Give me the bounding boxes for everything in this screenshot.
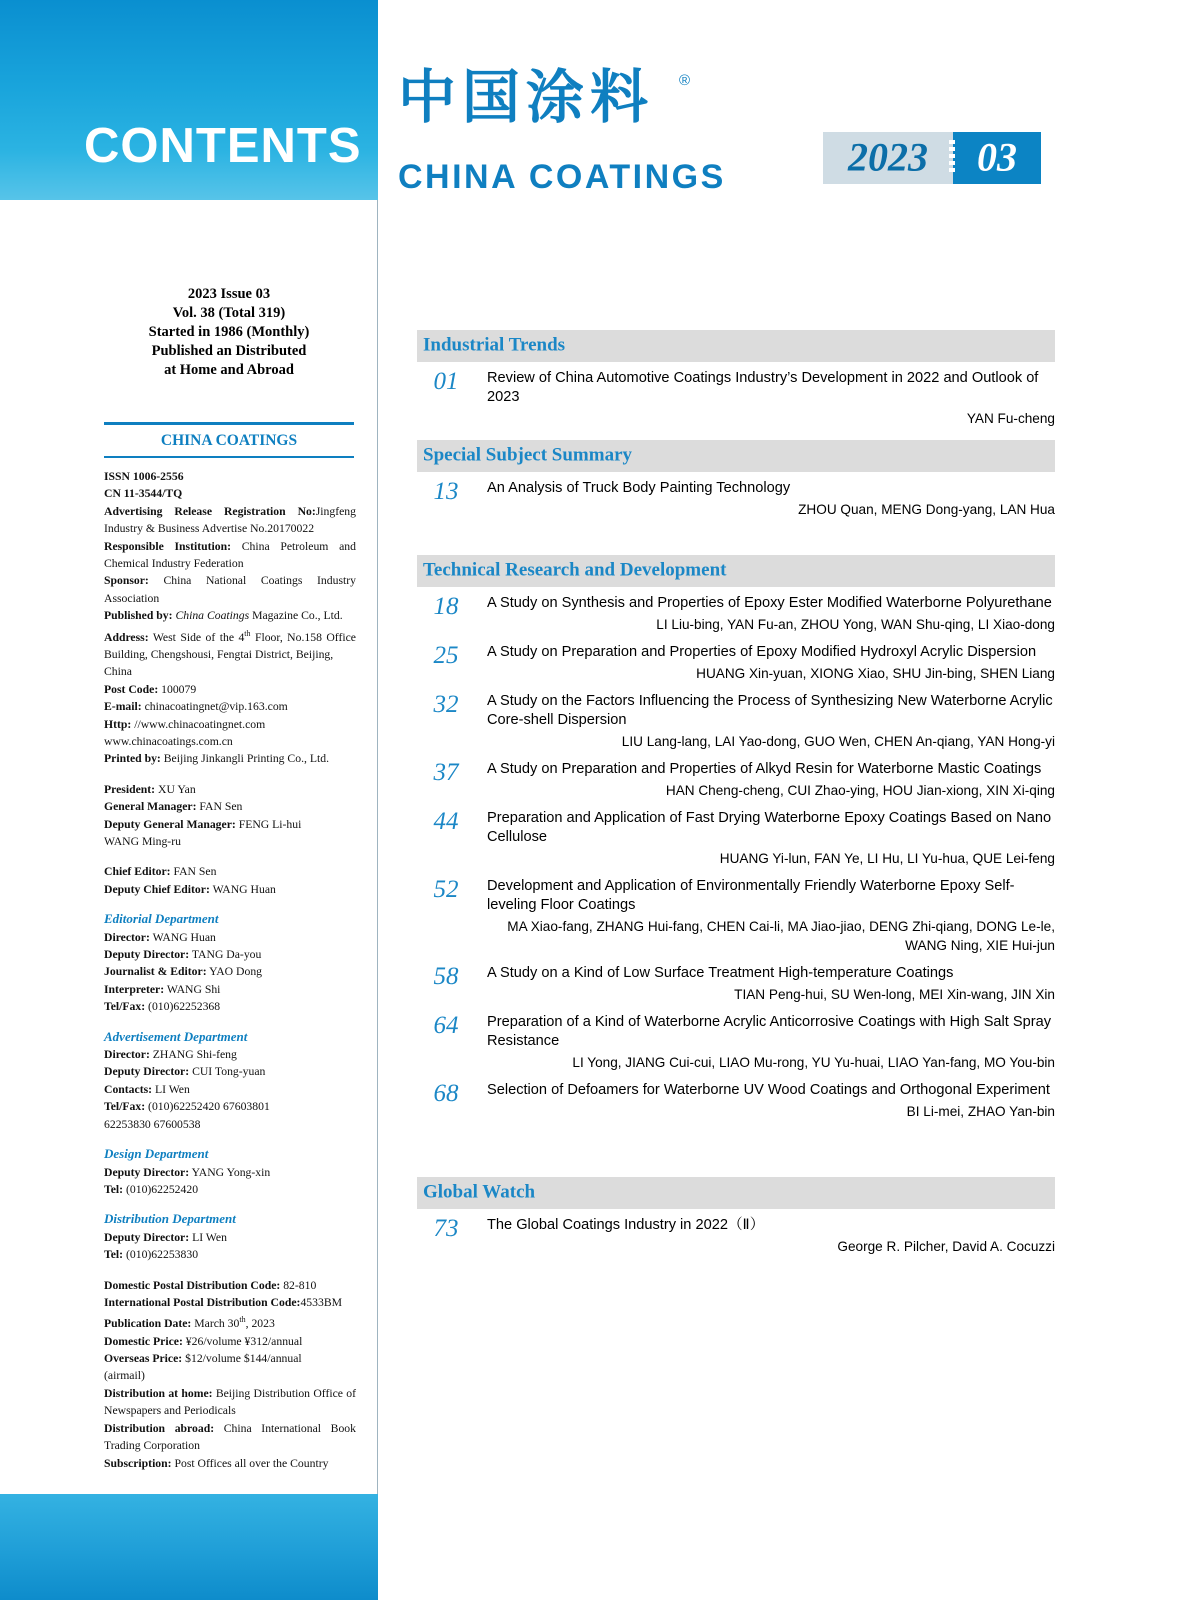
- editorial-line-5: Tel/Fax: (010)62252368: [104, 1000, 221, 1014]
- page-number: 73: [433, 1215, 459, 1242]
- editorial-line-4: Interpreter: WANG Shi: [104, 982, 221, 996]
- advert-line-2: Deputy Director: CUI Tong-yuan: [104, 1065, 266, 1079]
- page-title: CONTENTS: [84, 119, 362, 173]
- article-title: A Study on Preparation and Properties of Alkyd Resin for Waterborne Mastic Coatings: [487, 761, 1042, 777]
- article-title: A Study on the Factors Influencing the Process of Synthesizing New Waterborne Acrylic Core-shell Dispersion: [487, 693, 1053, 728]
- journal-name: CHINA COATINGS: [160, 432, 298, 449]
- english-magazine-title: CHINA COATINGS: [398, 158, 726, 196]
- page-number: 44: [433, 808, 459, 835]
- divider-bottom: [104, 456, 354, 458]
- article-title: A Study on Preparation and Properties of Epoxy Modified Hydroxyl Acrylic Dispersion: [487, 644, 1037, 660]
- section-title: Special Subject Summary: [423, 444, 632, 466]
- cn-line: CN 11-3544/TQ: [104, 487, 183, 501]
- toc-entry[interactable]: [417, 753, 1055, 802]
- page-number: 01: [433, 368, 459, 395]
- president-line: President: XU Yan: [104, 782, 196, 796]
- article-authors: HUANG Xin-yuan, XIONG Xiao, SHU Jin-bing, SHEN Liang: [696, 666, 1055, 681]
- toc-entry[interactable]: [417, 587, 1055, 636]
- general-manager-line: General Manager: FAN Sen: [104, 800, 243, 814]
- advert-line-4: Tel/Fax: (010)62252420 67603801: [104, 1100, 270, 1114]
- page-number: 25: [433, 642, 459, 669]
- toc-entry[interactable]: [417, 472, 1055, 521]
- overseas-price-line-2: (airmail): [104, 1369, 145, 1383]
- article-title: Selection of Defoamers for Waterborne UV Wood Coatings and Orthogonal Experiment: [487, 1082, 1050, 1098]
- page-number: 52: [433, 876, 459, 903]
- masthead-line-2: Vol. 38 (Total 319): [172, 305, 286, 321]
- deputy-general-manager-line: Deputy General Manager: FENG Li-hui: [104, 817, 302, 831]
- published-line: Published by: China Coatings Magazine Co., Ltd.: [104, 609, 343, 623]
- page-number: 37: [433, 759, 459, 786]
- publication-date-line: Publication Date: March 30th, 2023: [104, 1315, 275, 1331]
- email-line: E-mail: chinacoatingnet@vip.163.com: [104, 700, 288, 714]
- article-authors: LIU Lang-lang, LAI Yao-dong, GUO Wen, CHEN An-qiang, YAN Hong-yi: [621, 734, 1055, 749]
- page-header: [0, 0, 1187, 200]
- editorial-line-2: Deputy Director: TANG Da-you: [104, 948, 262, 962]
- issue-masthead: [104, 285, 354, 380]
- article-authors: TIAN Peng-hui, SU Wen-long, MEI Xin-wang, JIN Xin: [734, 987, 1055, 1002]
- page-number: 68: [433, 1080, 459, 1107]
- masthead-line-1: 2023 Issue 03: [187, 286, 271, 302]
- page-number: 13: [433, 478, 459, 505]
- deputy-chief-editor-line: Deputy Chief Editor: WANG Huan: [104, 882, 276, 896]
- article-title: Development and Application of Environmentally Friendly Waterborne Epoxy Self-leveling Floor Coatings: [487, 878, 1015, 913]
- sponsor-line: Sponsor: China National Coatings Industry Association: [104, 574, 356, 605]
- page-number: 18: [433, 593, 459, 620]
- footer-blue-band: [0, 1494, 378, 1600]
- section-title: Technical Research and Development: [423, 559, 727, 581]
- page-number: 32: [433, 691, 459, 718]
- toc-entry[interactable]: [417, 802, 1055, 870]
- toc-entry[interactable]: [417, 870, 1055, 957]
- editorial-department-heading: Editorial Department: [104, 911, 219, 927]
- distribution-department-heading: Distribution Department: [104, 1211, 236, 1227]
- deputy-general-manager-line-2: WANG Ming-ru: [104, 835, 181, 849]
- page-number: 58: [433, 963, 459, 990]
- page-number: 64: [433, 1012, 459, 1039]
- article-authors: BI Li-mei, ZHAO Yan-bin: [906, 1104, 1055, 1119]
- http-line-2: www.chinacoatings.com.cn: [104, 734, 233, 748]
- article-title: A Study on a Kind of Low Surface Treatment High-temperature Coatings: [487, 965, 954, 981]
- table-of-contents: [417, 330, 1055, 1258]
- article-title: Preparation of a Kind of Waterborne Acrylic Anticorrosive Coatings with High Salt Spray Resistance: [487, 1014, 1052, 1049]
- issue-number-block: [953, 132, 1041, 184]
- section-header-global-watch: [417, 1177, 1055, 1209]
- chinese-magazine-title: 中国涂料: [398, 63, 655, 131]
- article-authors: YAN Fu-cheng: [966, 411, 1055, 426]
- toc-entry[interactable]: [417, 362, 1055, 430]
- subscription-line: Subscription: Post Offices all over the Country: [104, 1456, 329, 1470]
- article-authors: MA Xiao-fang, ZHANG Hui-fang, CHEN Cai-li, MA Jiao-jiao, DENG Zhi-qiang, DONG Le-le, WANG Ning, XIE Hui-jun: [507, 919, 1055, 953]
- section-title: Industrial Trends: [423, 334, 566, 356]
- section-header-industrial-trends: [417, 330, 1055, 362]
- article-title: Review of China Automotive Coatings Industry’s Development in 2022 and Outlook of 2023: [487, 370, 1039, 405]
- advert-line-3: Contacts: LI Wen: [104, 1082, 190, 1096]
- design-line-1: Deputy Director: YANG Yong-xin: [104, 1165, 271, 1179]
- overseas-price-line: Overseas Price: $12/volume $144/annual: [104, 1352, 302, 1366]
- article-authors: LI Yong, JIANG Cui-cui, LIAO Mu-rong, YU Yu-huai, LIAO Yan-fang, MO You-bin: [572, 1055, 1055, 1070]
- article-authors: HAN Cheng-cheng, CUI Zhao-ying, HOU Jian-xiong, XIN Xi-qing: [665, 783, 1055, 798]
- masthead-line-3: Started in 1986 (Monthly): [148, 324, 310, 340]
- issn-line: ISSN 1006-2556: [104, 470, 184, 483]
- issue-number-label: 03: [977, 134, 1017, 180]
- toc-entry[interactable]: [417, 636, 1055, 685]
- distribution-abroad-line: Distribution abroad: China International Book Trading Corporation: [104, 1421, 356, 1453]
- international-code-line: International Postal Distribution Code:4533BM: [104, 1295, 343, 1309]
- advert-line-1: Director: ZHANG Shi-feng: [104, 1048, 237, 1062]
- divider-top: [104, 422, 354, 425]
- article-title: Preparation and Application of Fast Drying Waterborne Epoxy Coatings Based on Nano Cellulose: [487, 810, 1052, 845]
- binding-dots-icon: [947, 140, 957, 176]
- article-title: An Analysis of Truck Body Painting Technology: [487, 480, 791, 496]
- registered-trademark-icon: ®: [679, 72, 691, 89]
- toc-entry[interactable]: [417, 1074, 1055, 1123]
- article-authors: George R. Pilcher, David A. Cocuzzi: [837, 1239, 1055, 1254]
- toc-entry[interactable]: [417, 957, 1055, 1006]
- article-title: The Global Coatings Industry in 2022（Ⅱ）: [487, 1217, 765, 1233]
- distribution-line-2: Tel: (010)62253830: [104, 1248, 199, 1262]
- toc-entry[interactable]: [417, 1209, 1055, 1258]
- design-department-heading: Design Department: [104, 1146, 209, 1162]
- article-authors: LI Liu-bing, YAN Fu-an, ZHOU Yong, WAN Shu-qing, LI Xiao-dong: [656, 617, 1055, 632]
- section-header-technical-research-and-development: [417, 555, 1055, 587]
- design-line-2: Tel: (010)62252420: [104, 1182, 199, 1196]
- ad-release-line: Advertising Release Registration No:Jingfeng Industry & Business Advertise No.20170022: [104, 504, 356, 536]
- section-header-special-subject-summary: [417, 440, 1055, 472]
- printed-line: Printed by: Beijing Jinkangli Printing Co., Ltd.: [104, 752, 329, 766]
- masthead-line-4: Published an Distributed: [151, 343, 307, 359]
- toc-entry[interactable]: [417, 1006, 1055, 1074]
- article-authors: HUANG Yi-lun, FAN Ye, LI Hu, LI Yu-hua, QUE Lei-feng: [719, 851, 1055, 866]
- address-line: Address: West Side of the 4th Floor, No.158 Office Building, Chengshousi, Fengtai District, Beijing,: [104, 628, 356, 661]
- address-line-2: China: [104, 665, 132, 679]
- masthead-column: [0, 200, 378, 1494]
- article-title: A Study on Synthesis and Properties of Epoxy Ester Modified Waterborne Polyurethane: [487, 595, 1052, 611]
- article-authors: ZHOU Quan, MENG Dong-yang, LAN Hua: [798, 502, 1055, 517]
- distribution-line-1: Deputy Director: LI Wen: [104, 1230, 227, 1244]
- distribution-home-line: Distribution at home: Beijing Distribution Office of Newspapers and Periodicals: [104, 1386, 356, 1418]
- http-line: Http: //www.chinacoatingnet.com: [104, 717, 266, 731]
- publication-info: [104, 468, 356, 1472]
- section-title: Global Watch: [423, 1181, 536, 1203]
- advert-line-5: 62253830 67600538: [104, 1117, 201, 1131]
- toc-entry[interactable]: [417, 685, 1055, 753]
- issue-year-block: [823, 132, 953, 184]
- issue-badge: [823, 132, 1041, 184]
- responsible-line: Responsible Institution: China Petroleum and Chemical Industry Federation: [104, 539, 356, 571]
- editorial-line-3: Journalist & Editor: YAO Dong: [104, 965, 263, 979]
- advertisement-department-heading: Advertisement Department: [104, 1028, 248, 1044]
- issue-year-label: 2023: [848, 134, 928, 180]
- editorial-line-1: Director: WANG Huan: [104, 930, 216, 944]
- masthead-line-5: at Home and Abroad: [164, 362, 294, 378]
- domestic-code-line: Domestic Postal Distribution Code: 82-810: [104, 1278, 317, 1292]
- postcode-line: Post Code: 100079: [104, 682, 197, 696]
- domestic-price-line: Domestic Price: ¥26/volume ¥312/annual: [104, 1334, 303, 1348]
- chief-editor-line: Chief Editor: FAN Sen: [104, 865, 217, 879]
